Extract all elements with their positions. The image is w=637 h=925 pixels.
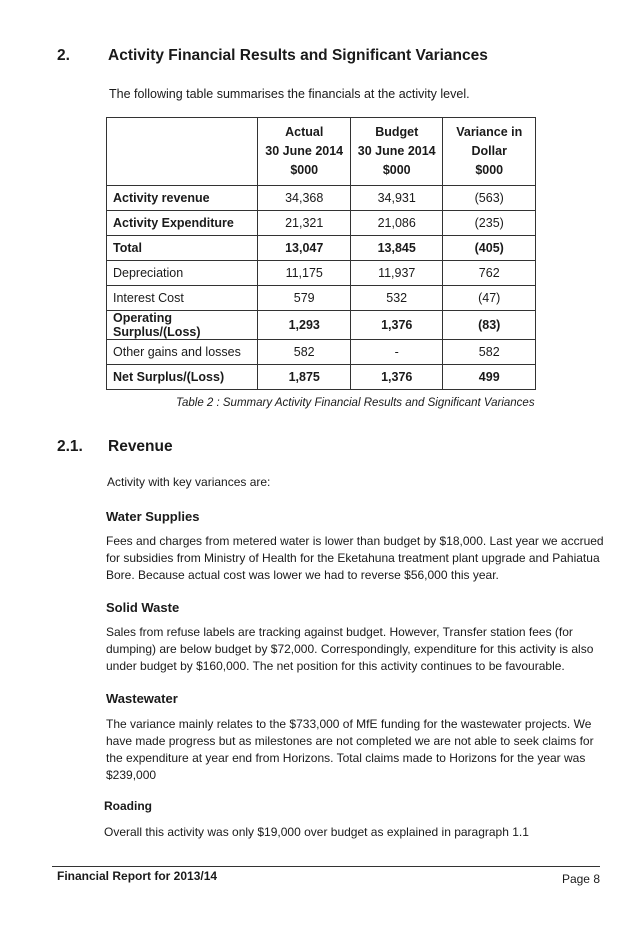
row-variance: (563) bbox=[443, 186, 536, 211]
row-variance: (83) bbox=[443, 311, 536, 340]
row-budget: - bbox=[350, 340, 443, 365]
row-actual: 1,293 bbox=[258, 311, 351, 340]
water-line: Bore. Because actual cost was lower we had to reverse $56,000 this year. bbox=[106, 568, 499, 582]
row-actual: 1,875 bbox=[258, 365, 351, 390]
row-actual: 13,047 bbox=[258, 236, 351, 261]
row-budget: 1,376 bbox=[350, 365, 443, 390]
waste-line: have made progress but as milestones are not completed we are not able to seek claims for bbox=[106, 734, 594, 748]
row-budget: 11,937 bbox=[350, 261, 443, 286]
header-actual bbox=[258, 118, 351, 186]
solid-line: under budget by $160,000. The net position for this activity continues to be favourable. bbox=[106, 659, 565, 673]
water-line: for subsidies from Ministry of Health for the Eketahuna treatment plant upgrade and Pahiatua bbox=[106, 551, 600, 565]
row-label: Operating Surplus/(Loss) bbox=[107, 311, 258, 340]
table-row bbox=[107, 340, 536, 365]
financial-table bbox=[106, 117, 536, 390]
row-label: Total bbox=[107, 236, 258, 261]
table-row bbox=[107, 186, 536, 211]
table-row bbox=[107, 261, 536, 286]
intro-text: The following table summarises the financials at the activity level. bbox=[109, 87, 470, 101]
table-row bbox=[107, 236, 536, 261]
roading-heading: Roading bbox=[104, 799, 152, 813]
waste-heading: Wastewater bbox=[106, 691, 178, 706]
table-row bbox=[107, 365, 536, 390]
section-title: Activity Financial Results and Significant Variances bbox=[108, 47, 488, 64]
row-label: Activity revenue bbox=[107, 186, 258, 211]
header-variance-line1: Variance in bbox=[456, 125, 523, 139]
header-blank-cell bbox=[107, 118, 258, 186]
header-variance-line2: Dollar bbox=[471, 144, 507, 158]
solid-heading: Solid Waste bbox=[106, 600, 180, 615]
row-actual: 34,368 bbox=[258, 186, 351, 211]
solid-paragraph bbox=[106, 624, 593, 675]
row-variance: 582 bbox=[443, 340, 536, 365]
row-label: Depreciation bbox=[107, 261, 258, 286]
row-budget: 34,931 bbox=[350, 186, 443, 211]
row-budget: 21,086 bbox=[350, 211, 443, 236]
row-label: Net Surplus/(Loss) bbox=[107, 365, 258, 390]
roading-line: Overall this activity was only $19,000 over budget as explained in paragraph 1.1 bbox=[104, 825, 529, 839]
water-paragraph bbox=[106, 533, 604, 584]
subsection-number: 2.1. bbox=[57, 438, 83, 455]
solid-line: Sales from refuse labels are tracking against budget. However, Transfer station fees (for bbox=[106, 625, 573, 639]
row-variance: (405) bbox=[443, 236, 536, 261]
header-budget-line2: 30 June 2014 bbox=[357, 144, 436, 158]
revenue-intro: Activity with key variances are: bbox=[107, 475, 271, 489]
roading-paragraph bbox=[104, 824, 529, 841]
water-line: Fees and charges from metered water is lower than budget by $18,000. Last year we accrued bbox=[106, 534, 604, 548]
solid-line: dumping) are below budget by $72,000. Correspondingly, expenditure for this activity is also bbox=[106, 642, 594, 656]
header-budget-line3: $000 bbox=[382, 163, 411, 177]
footer-report-title: Financial Report for 2013/14 bbox=[57, 869, 218, 883]
header-variance bbox=[443, 118, 536, 186]
page-number: Page 8 bbox=[561, 872, 600, 886]
waste-line: the expenditure at year end from Horizons. Total claims made to Horizons for the year was bbox=[106, 751, 586, 765]
row-label: Other gains and losses bbox=[107, 340, 258, 365]
subsection-title: Revenue bbox=[108, 438, 173, 455]
row-actual: 582 bbox=[258, 340, 351, 365]
footer-divider bbox=[52, 866, 600, 867]
row-variance: (235) bbox=[443, 211, 536, 236]
header-actual-line3: $000 bbox=[290, 163, 319, 177]
waste-line: The variance mainly relates to the $733,000 of MfE funding for the wastewater projects. We bbox=[106, 717, 592, 731]
header-budget-line1: Budget bbox=[375, 125, 419, 139]
row-variance: 499 bbox=[443, 365, 536, 390]
row-label: Interest Cost bbox=[107, 286, 258, 311]
row-actual: 11,175 bbox=[258, 261, 351, 286]
row-label: Activity Expenditure bbox=[107, 211, 258, 236]
header-variance-line3: $000 bbox=[475, 163, 504, 177]
row-budget: 1,376 bbox=[350, 311, 443, 340]
waste-line: $239,000 bbox=[106, 768, 157, 782]
row-actual: 579 bbox=[258, 286, 351, 311]
table-caption: Table 2 : Summary Activity Financial Results and Significant Variances bbox=[176, 397, 535, 409]
row-budget: 13,845 bbox=[350, 236, 443, 261]
table-row bbox=[107, 311, 536, 340]
section-number: 2. bbox=[57, 47, 70, 64]
header-actual-line2: 30 June 2014 bbox=[265, 144, 344, 158]
header-budget bbox=[350, 118, 443, 186]
waste-paragraph bbox=[106, 716, 594, 784]
table-header-row bbox=[107, 118, 536, 186]
header-actual-line1: Actual bbox=[285, 125, 324, 139]
row-variance: (47) bbox=[443, 286, 536, 311]
water-heading: Water Supplies bbox=[106, 509, 200, 524]
row-variance: 762 bbox=[443, 261, 536, 286]
table-row bbox=[107, 211, 536, 236]
row-budget: 532 bbox=[350, 286, 443, 311]
table-row bbox=[107, 286, 536, 311]
row-actual: 21,321 bbox=[258, 211, 351, 236]
